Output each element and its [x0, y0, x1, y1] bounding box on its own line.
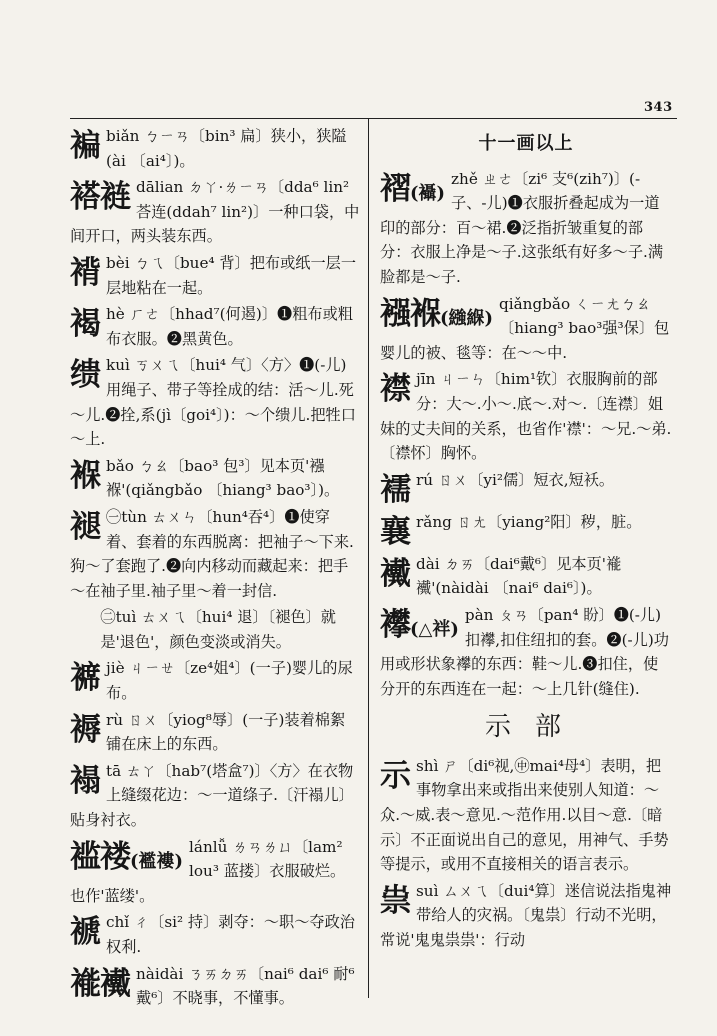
- entry-definition: zhě ㄓㄜ〔zi⁶ 支⁶(zih⁷)〕(-子、-儿)❶衣服折叠起成为一道印的部分：百～裙.❷泛指折皱重复的部分：衣服上净是～子.这张纸有好多～子.满脸都是～子.: [380, 169, 664, 286]
- dictionary-entry: [70, 175, 360, 249]
- entry-headword: 襟: [380, 371, 410, 408]
- entry-definition: ㊁tuì ㄊㄨㄟ〔hui⁴ 退〕〔褪色〕就是'退色'，颜色变淡或消失。: [100, 608, 336, 651]
- dictionary-entry: [70, 124, 360, 173]
- dictionary-entry: [380, 167, 672, 290]
- dictionary-entry: [380, 510, 672, 550]
- entry-headword: 褓: [70, 457, 100, 494]
- headword-variant: (△袢): [410, 618, 459, 640]
- dictionary-entry: [70, 910, 360, 959]
- entry-headword: 褐: [70, 306, 100, 343]
- entry-definition: hè ㄏㄜ〔hhad⁷(何遏)〕❶粗布或粗布衣服。❷黑黄色。: [106, 305, 353, 348]
- left-column: [70, 124, 360, 1013]
- entry-definition: rù ㄖㄨ〔yiog⁸辱〕(一子)装着棉絮铺在床上的东西。: [106, 710, 346, 754]
- entry-headword: 褫: [70, 914, 100, 951]
- dictionary-entry: [70, 759, 360, 833]
- headword-variant: (繈緥): [440, 307, 494, 329]
- headword-main: 褴褛: [70, 838, 130, 875]
- section-heading: 十一画以上: [478, 133, 574, 154]
- entry-definition: tā ㄊㄚ〔hab⁷(塔盒⁷)〕〈方〉在衣物上缝缀花边：～一道绦子.〔汗褟儿〕贴身衬衣。: [70, 761, 354, 830]
- entry-definition: nàidài ㄋㄞㄉㄞ〔nai⁶ dai⁶ 耐⁶戴⁶〕不晓事，不懂事。: [136, 964, 355, 1008]
- entry-headword: 褪: [70, 508, 100, 545]
- dictionary-entry: [380, 879, 672, 953]
- dictionary-entry: [70, 656, 360, 705]
- dictionary-entry: [380, 754, 672, 877]
- entry-definition: rǎng ㄖㄤ〔yiang²阳〕秽，脏。: [416, 512, 642, 531]
- dictionary-entry: [70, 302, 360, 351]
- entry-definition: dālian ㄉㄚ·ㄌㄧㄢ〔dda⁶ lin²荅连(ddah⁷ lin²)〕一种口袋，中间开口，两头装东西。: [70, 178, 360, 246]
- dictionary-entry: [70, 353, 360, 451]
- entry-definition: lánlǚ ㄌㄢㄌㄩ〔lam² lou³ 蓝搂〕衣服破烂。也作'蓝缕'。: [70, 837, 346, 905]
- dictionary-subentry: [70, 605, 360, 654]
- dictionary-entry: [70, 962, 360, 1011]
- column-divider: [368, 118, 369, 998]
- entry-headword: [70, 839, 183, 880]
- dictionary-entry: [380, 603, 672, 701]
- dictionary-entry: [380, 292, 672, 366]
- entry-definition: jiè ㄐㄧㄝ〔ze⁴姐⁴〕(一子)婴儿的尿布。: [106, 659, 353, 703]
- entry-headword: 祟: [380, 882, 410, 919]
- page-number: 343: [644, 100, 673, 115]
- entry-headword: 褥: [70, 711, 100, 748]
- entry-headword: 褊: [70, 128, 100, 164]
- entry-definition: chǐ ㄔ〔si² 持〕剥夺：～职～夺政治权利.: [106, 913, 355, 956]
- entry-definition: pàn ㄆㄢ〔pan⁴ 盼〕❶(-儿)扣襻,扣住纽扣的套。❷(-儿)功用或形状象襻的东西：鞋～儿.❸扣住，使分开的东西连在一起：～上几针(缝住).: [380, 605, 669, 698]
- headword-variant: (襵): [410, 182, 446, 204]
- header-rule: [70, 118, 677, 119]
- entry-headword: [380, 296, 493, 337]
- entry-headword: [380, 607, 459, 648]
- entry-headword: 褙: [70, 254, 100, 291]
- entry-definition: bǎo ㄅㄠ〔bao³ 包³〕见本页'襁褓'(qiǎngbǎo 〔hiang³ bao³〕)。: [106, 456, 340, 500]
- dictionary-entry: [70, 505, 360, 603]
- entry-headword: 襶: [380, 555, 410, 592]
- entry-definition: ㊀tùn ㄊㄨㄣ〔hun⁴吞⁴〕❶使穿着、套着的东西脱离：把袖子～下来.狗～了套跑了.❷向内移动而藏起来：把手～在袖子里.袖子里～着一封信.: [70, 507, 354, 600]
- entry-headword: 示: [380, 757, 410, 794]
- right-column: [380, 124, 672, 955]
- headword-variant: (襤褸): [130, 850, 184, 872]
- dictionary-entry: [380, 552, 672, 601]
- entry-definition: rú ㄖㄨ〔yi²儒〕短衣,短袄。: [416, 470, 615, 489]
- dictionary-entry: [70, 835, 360, 909]
- entry-definition: bèi ㄅㄟ〔bue⁴ 背〕把布或纸一层一层地粘在一起。: [106, 253, 357, 297]
- dictionary-entry: [380, 468, 672, 508]
- entry-headword: 褯: [70, 660, 100, 697]
- entry-definition: jīn ㄐㄧㄣ〔him¹钦〕衣服胸前的部分：大～.小～.底～.对～.〔连襟〕姐妹的丈夫间的关系，也省作'襟'：～兄.～弟.〔襟怀〕胸怀。: [380, 370, 672, 463]
- dictionary-entry: [70, 454, 360, 503]
- entry-definition: shì ㄕ〔di⁶视,㊥mai⁴母⁴〕表明，把事物拿出来或指出来使别人知道：～众.～威.表～意见.～范作用.以目～意.〔暗示〕不正面说出自己的意见，用神气、手势等提示，或用不直接相关的语言表示。: [380, 756, 669, 874]
- dictionary-entry: [70, 708, 360, 757]
- entry-headword: [380, 171, 445, 212]
- headword-main: 襁褓: [380, 295, 440, 332]
- entry-definition: biǎn ㄅㄧㄢ〔bin³ 扁〕狭小，狭隘(ài 〔ai⁴〕)。: [106, 127, 347, 170]
- entry-headword: 襄: [380, 513, 410, 550]
- entry-definition: qiǎngbǎo ㄑㄧㄤㄅㄠ〔hiang³ bao³强³保〕包婴儿的被、毯等：在～～中.: [380, 294, 670, 362]
- entry-headword: 褟: [70, 762, 100, 799]
- headword-main: 褶: [380, 170, 410, 207]
- entry-definition: suì ㄙㄨㄟ〔dui⁴算〕迷信说法指鬼神带给人的灾祸。〔鬼祟〕行动不光明，常说'鬼鬼祟祟'：行动: [380, 881, 672, 950]
- dictionary-entry: [70, 251, 360, 300]
- entry-headword: 缋: [70, 357, 100, 394]
- entry-definition: kuì ㄎㄨㄟ〔hui⁴ 气〕〈方〉❶(-儿)用绳子、带子等拴成的结：活～儿.死～儿.❷拴,系(jì〔goi⁴〕)：～个缋儿.把牲口～上.: [70, 356, 356, 449]
- entry-headword: 襦: [380, 471, 410, 508]
- dictionary-entry: [380, 367, 672, 465]
- headword-main: 襻: [380, 606, 410, 643]
- entry-headword: 褡裢: [70, 179, 130, 216]
- entry-definition: dài ㄉㄞ〔dai⁶戴⁶〕见本页'褦襶'(nàidài 〔nai⁶ dai⁶〕)。: [416, 554, 622, 598]
- entry-headword: 褦襶: [70, 965, 130, 1002]
- radical-section-heading: 示部: [484, 712, 585, 743]
